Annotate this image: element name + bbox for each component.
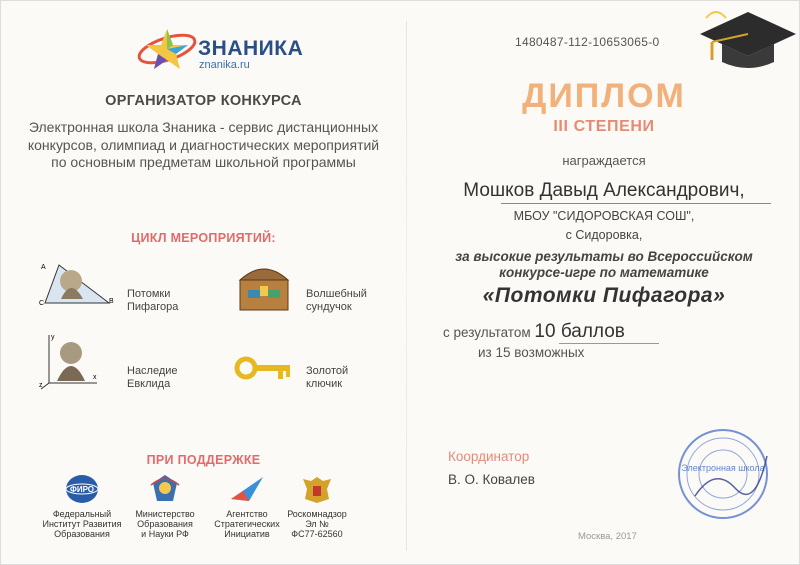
svg-text:C: C: [39, 300, 45, 307]
event-2-line1: Волшебный: [306, 288, 367, 300]
sponsor-4-line3: ФС77-62560: [291, 529, 343, 539]
event-2-line2: сундучок: [306, 301, 352, 313]
event-4-line1: Золотой: [306, 365, 349, 377]
result-prefix: с результатом: [443, 325, 531, 340]
event-1-line1: Потомки: [127, 288, 171, 300]
sponsor-1-line2: Институт Развития: [42, 519, 122, 529]
organizer-description: Электронная школа Знаника - сервис дистанционных конкурсов, олимпиад и диагностических мероприятий по основным предметам школьной программы: [27, 119, 380, 170]
cycle-title: ЦИКЛ МЕРОПРИЯТИЙ:: [131, 231, 276, 245]
svg-text:y: y: [51, 334, 55, 341]
coordinator-title: Координатор: [448, 449, 530, 464]
event-1-line2: Пифагора: [127, 301, 179, 313]
svg-text:A: A: [41, 264, 46, 271]
school-name: МБОУ "СИДОРОВСКАЯ СОШ",: [513, 209, 695, 223]
village-name: с Сидоровка,: [565, 228, 643, 242]
event-3-line1: Наследие: [127, 365, 178, 377]
event-3: [127, 365, 178, 391]
sponsor-4-line1: Роскомнадзор: [287, 509, 347, 519]
event-3-line2: Евклида: [127, 378, 171, 390]
right-panel: [407, 1, 800, 565]
achievement-line2: конкурсе-игре по математике: [499, 265, 709, 280]
logo-name: ЗНАНИКА: [198, 37, 304, 60]
logo-url: znanika.ru: [199, 59, 250, 71]
organizer-title: ОРГАНИЗАТОР КОНКУРСА: [105, 93, 302, 109]
diploma-title: ДИПЛОМ: [522, 77, 686, 115]
sponsor-3-line1: Агентство: [226, 509, 268, 519]
euclid-icon: [39, 331, 99, 391]
stamp-text: Электронная школа: [681, 463, 765, 473]
achievement-text: [407, 249, 800, 281]
awarded-label: награждается: [562, 153, 646, 168]
score-underline: [559, 343, 659, 344]
event-4-line2: ключик: [306, 378, 343, 390]
city-year: Москва, 2017: [578, 531, 637, 542]
russia-coat-of-arms-icon: [299, 473, 335, 505]
score-value: 10 баллов: [534, 321, 625, 342]
sponsor-4-line2: Эл №: [305, 519, 329, 529]
znanika-star-icon: [136, 23, 198, 75]
diploma-degree: III СТЕПЕНИ: [553, 118, 655, 135]
svg-text:ФИРО: ФИРО: [69, 485, 95, 494]
sponsor-roskomnadzor: [269, 473, 365, 539]
znanika-logo: [136, 23, 326, 75]
sponsor-2-line3: и Науки РФ: [141, 529, 189, 539]
graduation-cap-icon: [692, 4, 798, 76]
svg-text:z: z: [39, 382, 43, 389]
sponsor-2-line2: Образования: [137, 519, 193, 529]
event-4: [306, 365, 348, 391]
possible-score: из 15 возможных: [478, 345, 585, 360]
sponsor-firo: [34, 473, 130, 539]
support-title: ПРИ ПОДДЕРЖКЕ: [146, 453, 261, 467]
event-1: [127, 288, 178, 314]
sponsor-3-line3: Инициатив: [224, 529, 270, 539]
school-stamp-icon: [675, 426, 771, 522]
treasure-chest-icon: [234, 260, 294, 316]
sponsor-2-line1: Министерство: [135, 509, 195, 519]
document-number: 1480487-112-10653065-0: [515, 35, 660, 49]
event-2: [306, 288, 367, 314]
sponsor-3-line2: Стратегических: [214, 519, 280, 529]
firo-logo-icon: [64, 473, 100, 505]
achievement-line1: за высокие результаты во Всероссийском: [455, 249, 753, 264]
pythagoras-icon: [39, 259, 115, 309]
svg-text:B: B: [109, 298, 114, 305]
asi-logo-icon: [227, 473, 267, 505]
recipient-name: Мошков Давыд Александрович,: [463, 180, 745, 201]
name-underline: [501, 203, 771, 204]
sponsor-1-line1: Федеральный: [52, 509, 112, 519]
sponsor-1-line3: Образования: [54, 529, 110, 539]
svg-text:x: x: [93, 374, 97, 381]
coordinator-name: В. О. Ковалев: [448, 472, 535, 487]
golden-key-icon: [234, 353, 294, 383]
school-info: [407, 207, 800, 245]
left-panel: [1, 1, 406, 565]
ministry-emblem-icon: [147, 473, 183, 505]
contest-name: «Потомки Пифагора»: [482, 284, 726, 307]
result-line: [443, 321, 625, 343]
